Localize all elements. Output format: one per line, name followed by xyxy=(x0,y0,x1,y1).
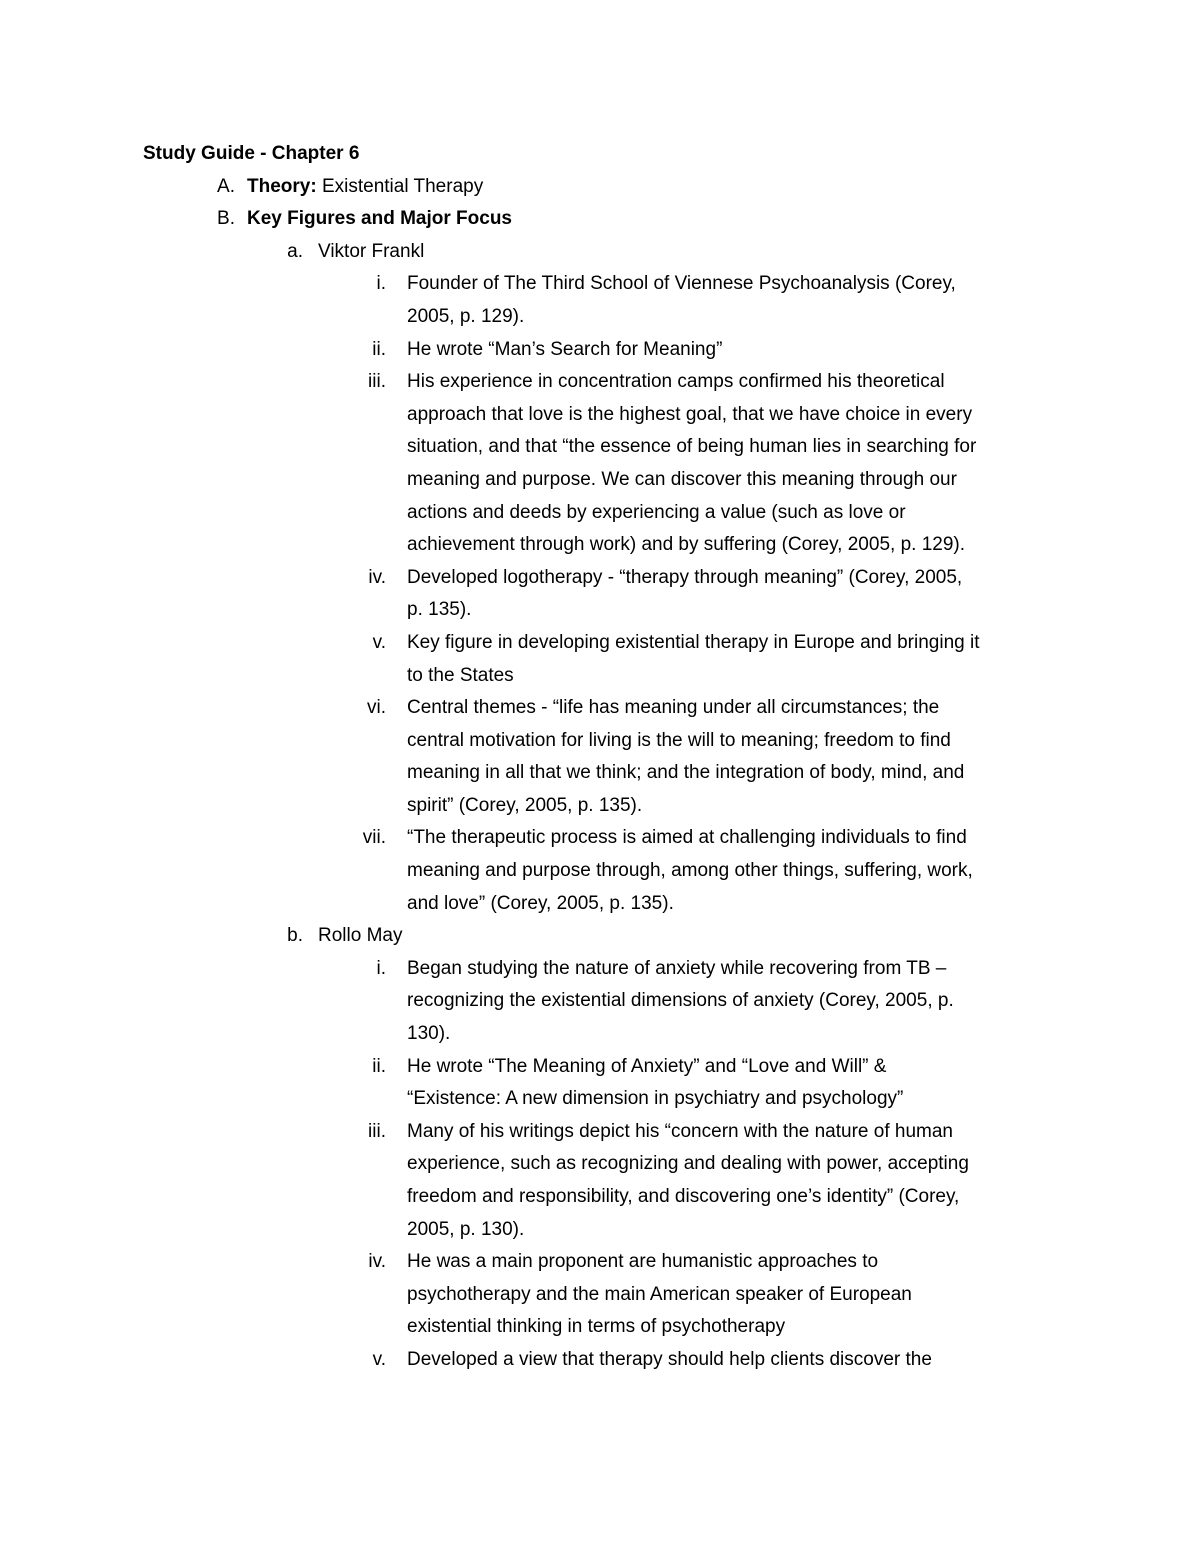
list-item-text: achievement through work) and by suffering (Corey, 2005, p. 129). xyxy=(407,534,965,556)
list-item-line xyxy=(0,399,1200,432)
list-item-text: meaning in all that we think; and the integration of body, mind, and xyxy=(407,762,965,784)
list-item-line xyxy=(0,953,1200,986)
list-item-line xyxy=(0,562,1200,595)
list-item-text: existential thinking in terms of psychotherapy xyxy=(407,1316,786,1338)
section-a-value: Existential Therapy xyxy=(316,175,484,197)
document-title: Study Guide - Chapter 6 xyxy=(143,143,360,164)
list-item-line xyxy=(0,1051,1200,1084)
list-marker: iii. xyxy=(368,1120,386,1142)
list-marker: b. xyxy=(287,925,303,947)
list-item-line xyxy=(0,1344,1200,1377)
list-item-line xyxy=(0,985,1200,1018)
list-marker: vii. xyxy=(362,827,386,849)
list-item-text: p. 135). xyxy=(407,599,472,621)
list-marker: ii. xyxy=(372,1055,386,1077)
list-item-line xyxy=(0,268,1200,301)
figure-name: Viktor Frankl xyxy=(318,240,425,262)
list-item-line xyxy=(0,888,1200,921)
list-item-line xyxy=(0,1181,1200,1214)
section-b-label xyxy=(247,203,512,236)
list-item-line xyxy=(0,1214,1200,1247)
list-item-line xyxy=(0,301,1200,334)
list-item-text: situation, and that “the essence of being human lies in searching for xyxy=(407,436,977,458)
list-item-line xyxy=(0,594,1200,627)
list-item-text: His experience in concentration camps confirmed his theoretical xyxy=(407,371,945,393)
list-marker: v. xyxy=(372,1348,386,1370)
list-item-text: freedom and responsibility, and discovering one’s identity” (Corey, xyxy=(407,1186,960,1207)
list-item-text: Developed logotherapy - “therapy through meaning” (Corey, 2005, xyxy=(407,566,963,588)
list-item-text: Key figure in developing existential therapy in Europe and bringing it xyxy=(407,631,980,653)
list-item-text: meaning and purpose through, among other things, suffering, work, xyxy=(407,860,973,882)
list-item-text: recognizing the existential dimensions of anxiety (Corey, 2005, p. xyxy=(407,990,954,1012)
list-item-text: Founder of The Third School of Viennese Psychoanalysis (Corey, xyxy=(407,273,956,295)
list-item-text: Many of his writings depict his “concern with the nature of human xyxy=(407,1120,953,1142)
list-item-line xyxy=(0,1279,1200,1312)
section-b-label-text: Key Figures and Major Focus xyxy=(247,208,512,230)
section-a-label: Theory: xyxy=(247,175,317,197)
list-item-line xyxy=(0,1246,1200,1279)
figure-frankl xyxy=(0,236,1200,920)
list-item-line xyxy=(0,1148,1200,1181)
list-item-text: He wrote “The Meaning of Anxiety” and “Love and Will” & xyxy=(407,1055,887,1077)
study-guide-content xyxy=(0,138,1200,1377)
section-a-text xyxy=(247,171,483,204)
list-marker: i. xyxy=(376,957,386,979)
list-marker: v. xyxy=(372,631,386,653)
section-a xyxy=(0,171,1200,204)
list-item-text: spirit” (Corey, 2005, p. 135). xyxy=(407,794,643,816)
list-item-line xyxy=(0,757,1200,790)
list-item-text: Began studying the nature of anxiety while recovering from TB – xyxy=(407,957,947,979)
list-item-text: Developed a view that therapy should help clients discover the xyxy=(407,1348,932,1370)
list-item-line xyxy=(0,497,1200,530)
list-item-line xyxy=(0,1311,1200,1344)
list-item-text: to the States xyxy=(407,664,514,686)
list-item-line xyxy=(0,1018,1200,1051)
list-marker: iii. xyxy=(368,371,386,393)
list-item-text: central motivation for living is the will to meaning; freedom to find xyxy=(407,729,951,751)
list-item-line xyxy=(0,464,1200,497)
figure-heading xyxy=(0,236,1200,269)
list-item-text: and love” (Corey, 2005, p. 135). xyxy=(407,892,674,914)
title-line xyxy=(0,138,1200,171)
list-marker: iv. xyxy=(368,566,386,588)
list-item-text: “The therapeutic process is aimed at challenging individuals to find xyxy=(407,827,967,849)
list-item-line xyxy=(0,627,1200,660)
figure-may xyxy=(0,920,1200,1376)
list-item-line xyxy=(0,790,1200,823)
list-marker: B. xyxy=(217,208,235,230)
list-item-text: meaning and purpose. We can discover this meaning through our xyxy=(407,468,957,490)
list-item-line xyxy=(0,431,1200,464)
list-item-line xyxy=(0,725,1200,758)
list-marker: a. xyxy=(287,240,303,262)
list-item-line xyxy=(0,1116,1200,1149)
list-item-text: psychotherapy and the main American speaker of European xyxy=(407,1283,912,1305)
list-item-text: He wrote “Man’s Search for Meaning” xyxy=(407,338,723,360)
figure-name: Rollo May xyxy=(318,925,403,947)
figure-heading xyxy=(0,920,1200,953)
list-item-line xyxy=(0,1083,1200,1116)
list-item-text: experience, such as recognizing and dealing with power, accepting xyxy=(407,1153,969,1175)
list-item-text: 130). xyxy=(407,1023,451,1045)
list-item-line xyxy=(0,334,1200,367)
list-item-line xyxy=(0,366,1200,399)
list-item-text: 2005, p. 129). xyxy=(407,305,525,327)
section-b xyxy=(0,203,1200,236)
list-item-line xyxy=(0,692,1200,725)
list-marker: vi. xyxy=(367,697,386,719)
list-item-text: Central themes - “life has meaning under all circumstances; the xyxy=(407,697,940,719)
list-item-line xyxy=(0,660,1200,693)
list-item-line xyxy=(0,855,1200,888)
list-marker: iv. xyxy=(368,1251,386,1273)
list-item-text: approach that love is the highest goal, that we have choice in every xyxy=(407,403,973,425)
list-item-text: 2005, p. 130). xyxy=(407,1218,525,1240)
list-item-line xyxy=(0,822,1200,855)
list-item-text: He was a main proponent are humanistic approaches to xyxy=(407,1251,879,1273)
list-item-line xyxy=(0,529,1200,562)
list-marker: i. xyxy=(376,273,386,295)
list-item-text: actions and deeds by experiencing a value (such as love or xyxy=(407,501,906,523)
list-item-text: “Existence: A new dimension in psychiatry and psychology” xyxy=(407,1088,904,1110)
list-marker: A. xyxy=(217,175,235,197)
list-marker: ii. xyxy=(372,338,386,360)
